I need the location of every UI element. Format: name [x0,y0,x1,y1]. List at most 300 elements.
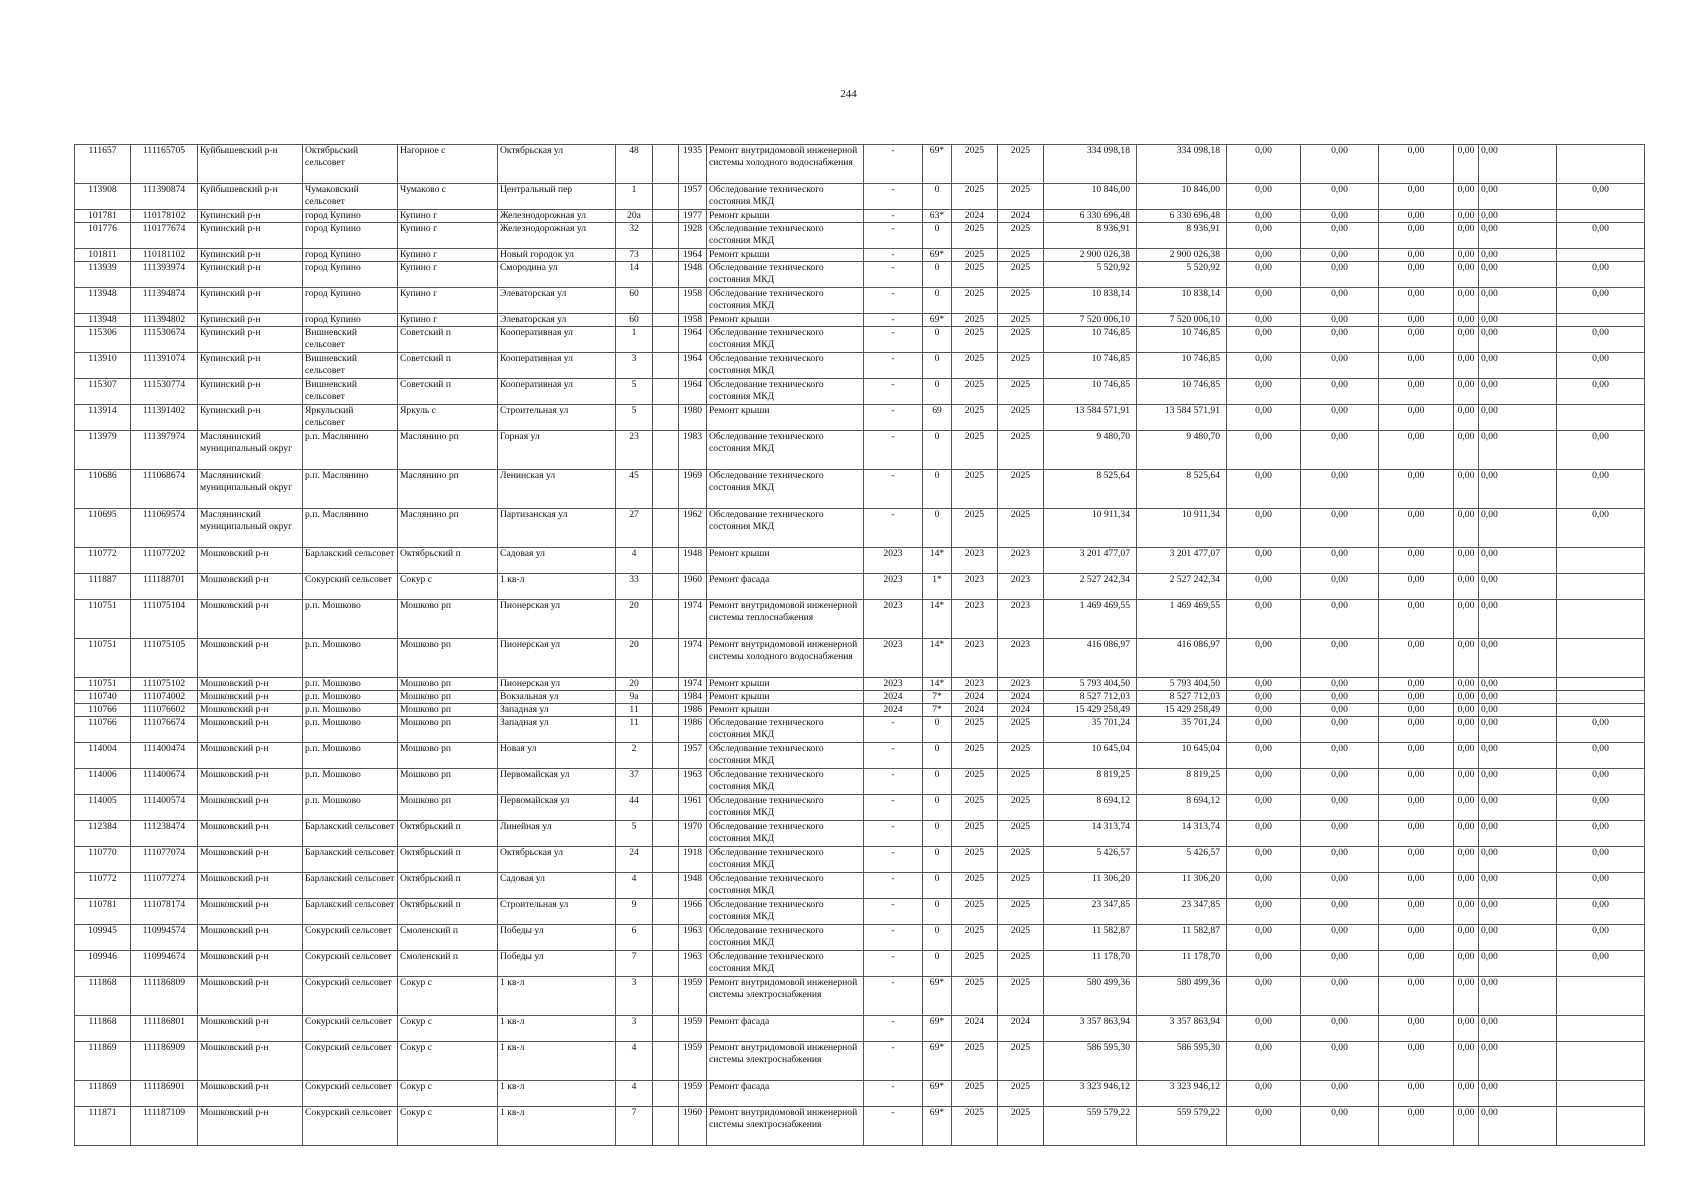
cell-local-budget: 0,00 [1379,1107,1454,1146]
cell-plan-end: 2025 [998,1107,1044,1146]
cell-work-id: 111068674 [131,470,198,509]
cell-prev-year: - [864,821,923,847]
cell-total-cost: 586 595,30 [1044,1042,1137,1081]
cell-year-built: 1986 [679,704,707,717]
cell-extra: 0,00 [1557,873,1645,899]
cell-municipality: р.п. Мошково [303,704,398,717]
cell-district: Маслянинский муниципальный округ [198,431,303,470]
cell-year-built: 1960 [679,574,707,600]
cell-work-type: Ремонт фасада [707,574,864,600]
cell-local-budget: 0,00 [1379,145,1454,184]
cell-house-id: 110781 [75,899,131,925]
cell-plan-end: 2023 [998,600,1044,639]
cell-work-id: 111077274 [131,873,198,899]
cell-year-built: 1958 [679,314,707,327]
cell-owner-funds: 0,00 [1479,977,1557,1016]
cell-house-id: 110770 [75,847,131,873]
cell-settlement: Октябрьский п [398,821,498,847]
cell-street: Садовая ул [498,873,616,899]
cell-regional-budget: 0,00 [1301,951,1379,977]
cell-local-budget: 0,00 [1379,743,1454,769]
cell-building [653,470,679,509]
cell-municipality: Барлакский сельсовет [303,847,398,873]
cell-extra: 0,00 [1557,353,1645,379]
table-row [75,717,1645,743]
cell-house-id: 110740 [75,691,131,704]
cell-regional-fund: 3 201 477,07 [1137,548,1227,574]
cell-work-type: Обследование технического состояния МКД [707,509,864,548]
cell-regional-fund: 6 330 696,48 [1137,210,1227,223]
cell-regional-budget: 0,00 [1301,1042,1379,1081]
cell-house-number: 11 [616,704,653,717]
cell-regional-fund: 8 527 712,03 [1137,691,1227,704]
cell-total-cost: 10 838,14 [1044,288,1137,314]
cell-district: Мошковский р-н [198,574,303,600]
cell-municipality: Барлакский сельсовет [303,548,398,574]
cell-house-id: 113939 [75,262,131,288]
cell-federal-funds: 0,00 [1227,717,1301,743]
cell-total-cost: 3 201 477,07 [1044,548,1137,574]
cell-district: Мошковский р-н [198,691,303,704]
cell-building [653,951,679,977]
cell-building [653,899,679,925]
cell-owner-funds: 0,00 [1479,769,1557,795]
cell-wear: 0 [923,951,952,977]
table-row [75,821,1645,847]
cell-plan-end: 2025 [998,847,1044,873]
cell-work-id: 111391074 [131,353,198,379]
cell-work-type: Обследование технического состояния МКД [707,223,864,249]
cell-local-budget: 0,00 [1379,379,1454,405]
cell-wear: 7* [923,704,952,717]
cell-work-type: Обследование технического состояния МКД [707,821,864,847]
cell-federal-funds: 0,00 [1227,548,1301,574]
cell-work-id: 111186809 [131,977,198,1016]
cell-work-id: 110181102 [131,249,198,262]
cell-total-cost: 1 469 469,55 [1044,600,1137,639]
cell-settlement: Мошково рп [398,704,498,717]
cell-plan-start: 2025 [952,769,998,795]
cell-house-id: 110686 [75,470,131,509]
cell-prev-year: - [864,249,923,262]
cell-settlement: Сокур с [398,574,498,600]
cell-extra: 0,00 [1557,925,1645,951]
cell-street: Вокзальная ул [498,691,616,704]
cell-municipality: город Купино [303,223,398,249]
cell-plan-start: 2025 [952,847,998,873]
cell-regional-budget: 0,00 [1301,977,1379,1016]
cell-extra: 0,00 [1557,899,1645,925]
cell-house-number: 33 [616,574,653,600]
cell-work-id: 111397974 [131,431,198,470]
cell-regional-budget: 0,00 [1301,717,1379,743]
cell-extra [1557,704,1645,717]
cell-plan-start: 2025 [952,379,998,405]
cell-municipality: Сокурский сельсовет [303,1081,398,1107]
cell-work-type: Обследование технического состояния МКД [707,470,864,509]
cell-municipality: Барлакский сельсовет [303,821,398,847]
cell-wear: 0 [923,431,952,470]
cell-prev-year: - [864,509,923,548]
cell-year-built: 1963 [679,925,707,951]
cell-district: Купинский р-н [198,379,303,405]
cell-plan-start: 2025 [952,223,998,249]
cell-house-number: 7 [616,951,653,977]
cell-federal-funds: 0,00 [1227,288,1301,314]
cell-federal-funds: 0,00 [1227,821,1301,847]
cell-wear: 0 [923,509,952,548]
cell-street: Элеваторская ул [498,288,616,314]
cell-extra [1557,691,1645,704]
cell-street: Октябрьская ул [498,145,616,184]
cell-federal-funds: 0,00 [1227,1016,1301,1042]
cell-federal-funds: 0,00 [1227,639,1301,678]
cell-prev-year: - [864,717,923,743]
cell-total-cost: 2 527 242,34 [1044,574,1137,600]
cell-regional-fund: 580 499,36 [1137,977,1227,1016]
cell-owner-funds: 0,00 [1479,899,1557,925]
cell-plan-start: 2025 [952,821,998,847]
cell-plan-end: 2025 [998,899,1044,925]
cell-municipality: р.п. Мошково [303,678,398,691]
cell-wear: 0 [923,379,952,405]
cell-work-type: Ремонт внутридомовой инженерной системы холодного водоснабжения [707,639,864,678]
cell-district: Куйбышевский р-н [198,184,303,210]
cell-wear: 69* [923,1016,952,1042]
cell-district: Мошковский р-н [198,600,303,639]
cell-municipality: Сокурский сельсовет [303,1016,398,1042]
cell-district: Мошковский р-н [198,977,303,1016]
cell-work-type: Обследование технического состояния МКД [707,743,864,769]
cell-regional-fund: 5 520,92 [1137,262,1227,288]
cell-street: Железнодорожная ул [498,223,616,249]
cell-wear: 69* [923,1042,952,1081]
cell-extra: 0,00 [1557,769,1645,795]
cell-owner-funds: 0,00 [1479,327,1557,353]
cell-year-built: 1966 [679,899,707,925]
cell-local-budget: 0,00 [1379,1081,1454,1107]
cell-district: Мошковский р-н [198,717,303,743]
cell-street: Строительная ул [498,899,616,925]
cell-owner-funds: 0,00 [1479,639,1557,678]
cell-federal-funds: 0,00 [1227,145,1301,184]
cell-federal-funds: 0,00 [1227,847,1301,873]
cell-house-id: 115307 [75,379,131,405]
cell-local-budget: 0,00 [1379,574,1454,600]
cell-house-number: 37 [616,769,653,795]
cell-street: 1 кв-л [498,574,616,600]
cell-plan-start: 2025 [952,951,998,977]
cell-house-id: 111887 [75,574,131,600]
cell-municipality: Сокурский сельсовет [303,925,398,951]
cell-settlement: Маслянино рп [398,470,498,509]
cell-prev-year: - [864,1107,923,1146]
table-row [75,249,1645,262]
cell-settlement: Мошково рп [398,717,498,743]
cell-total-cost: 11 582,87 [1044,925,1137,951]
cell-work-type: Ремонт крыши [707,314,864,327]
cell-owner-funds: 0,00 [1479,743,1557,769]
cell-settlement: Октябрьский п [398,899,498,925]
cell-regional-fund: 10 846,00 [1137,184,1227,210]
cell-regional-budget: 0,00 [1301,379,1379,405]
cell-house-number: 45 [616,470,653,509]
cell-extra [1557,600,1645,639]
cell-wear: 0 [923,769,952,795]
cell-settlement: Смоленский п [398,951,498,977]
cell-work-type: Ремонт крыши [707,691,864,704]
cell-regional-budget: 0,00 [1301,145,1379,184]
cell-regional-fund: 10 746,85 [1137,379,1227,405]
cell-municipality: Сокурский сельсовет [303,1107,398,1146]
cell-year-built: 1980 [679,405,707,431]
cell-house-number: 9 [616,899,653,925]
cell-building [653,249,679,262]
cell-owner-funds: 0,00 [1479,704,1557,717]
cell-work-type: Ремонт крыши [707,405,864,431]
cell-prev-year: - [864,184,923,210]
table-row [75,327,1645,353]
cell-prev-year: - [864,210,923,223]
cell-settlement: Яркуль с [398,405,498,431]
cell-work-id: 110178102 [131,210,198,223]
cell-regional-fund: 15 429 258,49 [1137,704,1227,717]
cell-prev-year: 2024 [864,691,923,704]
cell-local-budget: 0,00 [1379,873,1454,899]
cell-plan-end: 2025 [998,743,1044,769]
page-number: 244 [840,88,857,100]
cell-street: Первомайская ул [498,795,616,821]
cell-wear: 69* [923,249,952,262]
cell-district: Мошковский р-н [198,925,303,951]
cell-building [653,639,679,678]
cell-regional-fund: 10 746,85 [1137,353,1227,379]
cell-prev-year: 2023 [864,678,923,691]
cell-total-cost: 8 694,12 [1044,795,1137,821]
cell-regional-fund: 11 178,70 [1137,951,1227,977]
cell-total-cost: 3 357 863,94 [1044,1016,1137,1042]
cell-regional-budget: 0,00 [1301,223,1379,249]
cell-work-id: 110994574 [131,925,198,951]
cell-other-funds: 0,00 [1454,873,1479,899]
cell-plan-end: 2023 [998,639,1044,678]
cell-year-built: 1974 [679,600,707,639]
cell-plan-end: 2025 [998,925,1044,951]
cell-federal-funds: 0,00 [1227,769,1301,795]
cell-extra [1557,548,1645,574]
cell-other-funds: 0,00 [1454,977,1479,1016]
cell-prev-year: 2023 [864,639,923,678]
cell-building [653,1042,679,1081]
cell-house-number: 20 [616,600,653,639]
cell-plan-end: 2025 [998,821,1044,847]
cell-municipality: Сокурский сельсовет [303,977,398,1016]
cell-house-number: 4 [616,873,653,899]
cell-street: Победы ул [498,951,616,977]
cell-other-funds: 0,00 [1454,145,1479,184]
cell-plan-start: 2025 [952,431,998,470]
cell-federal-funds: 0,00 [1227,405,1301,431]
cell-other-funds: 0,00 [1454,353,1479,379]
cell-building [653,717,679,743]
table-row [75,925,1645,951]
cell-work-id: 111077074 [131,847,198,873]
cell-year-built: 1964 [679,379,707,405]
cell-other-funds: 0,00 [1454,509,1479,548]
cell-building [653,769,679,795]
cell-wear: 0 [923,795,952,821]
cell-work-type: Ремонт фасада [707,1016,864,1042]
cell-municipality: Чумаковский сельсовет [303,184,398,210]
cell-municipality: р.п. Мошково [303,639,398,678]
cell-work-id: 111394874 [131,288,198,314]
cell-work-id: 111187109 [131,1107,198,1146]
cell-owner-funds: 0,00 [1479,509,1557,548]
cell-plan-start: 2025 [952,1107,998,1146]
cell-house-id: 110751 [75,600,131,639]
cell-settlement: Мошково рп [398,639,498,678]
cell-federal-funds: 0,00 [1227,431,1301,470]
cell-building [653,574,679,600]
cell-district: Купинский р-н [198,249,303,262]
cell-street: Кооперативная ул [498,353,616,379]
cell-district: Мошковский р-н [198,1016,303,1042]
cell-building [653,431,679,470]
cell-street: Кооперативная ул [498,379,616,405]
cell-total-cost: 8 819,25 [1044,769,1137,795]
cell-extra: 0,00 [1557,262,1645,288]
cell-federal-funds: 0,00 [1227,678,1301,691]
cell-work-id: 111400574 [131,795,198,821]
cell-owner-funds: 0,00 [1479,223,1557,249]
cell-wear: 0 [923,717,952,743]
cell-work-id: 111238474 [131,821,198,847]
cell-street: Первомайская ул [498,769,616,795]
cell-owner-funds: 0,00 [1479,405,1557,431]
cell-plan-end: 2025 [998,1042,1044,1081]
cell-work-type: Обследование технического состояния МКД [707,379,864,405]
cell-house-number: 20 [616,639,653,678]
cell-local-budget: 0,00 [1379,704,1454,717]
cell-work-type: Ремонт внутридомовой инженерной системы теплоснабжения [707,600,864,639]
cell-prev-year: - [864,314,923,327]
cell-owner-funds: 0,00 [1479,288,1557,314]
cell-other-funds: 0,00 [1454,821,1479,847]
cell-prev-year: - [864,977,923,1016]
cell-year-built: 1969 [679,470,707,509]
cell-federal-funds: 0,00 [1227,262,1301,288]
cell-plan-end: 2023 [998,574,1044,600]
cell-municipality: р.п. Маслянино [303,509,398,548]
cell-total-cost: 14 313,74 [1044,821,1137,847]
cell-plan-end: 2025 [998,431,1044,470]
cell-year-built: 1974 [679,678,707,691]
cell-local-budget: 0,00 [1379,1042,1454,1081]
cell-local-budget: 0,00 [1379,925,1454,951]
cell-plan-start: 2025 [952,405,998,431]
cell-district: Купинский р-н [198,353,303,379]
cell-wear: 69* [923,1107,952,1146]
cell-other-funds: 0,00 [1454,691,1479,704]
cell-extra [1557,639,1645,678]
cell-extra: 0,00 [1557,509,1645,548]
cell-district: Мошковский р-н [198,873,303,899]
cell-building [653,1016,679,1042]
cell-local-budget: 0,00 [1379,639,1454,678]
cell-house-id: 111868 [75,1016,131,1042]
cell-year-built: 1963 [679,951,707,977]
cell-street: Партизанская ул [498,509,616,548]
cell-district: Мошковский р-н [198,1042,303,1081]
cell-wear: 69 [923,405,952,431]
cell-street: Строительная ул [498,405,616,431]
cell-year-built: 1959 [679,1081,707,1107]
cell-plan-end: 2025 [998,405,1044,431]
cell-total-cost: 5 520,92 [1044,262,1137,288]
cell-building [653,262,679,288]
cell-plan-end: 2025 [998,184,1044,210]
cell-plan-start: 2025 [952,327,998,353]
cell-year-built: 1964 [679,249,707,262]
table-row [75,379,1645,405]
cell-house-id: 110772 [75,873,131,899]
cell-work-type: Обследование технического состояния МКД [707,847,864,873]
cell-local-budget: 0,00 [1379,405,1454,431]
cell-regional-budget: 0,00 [1301,704,1379,717]
cell-local-budget: 0,00 [1379,769,1454,795]
table-row [75,899,1645,925]
cell-plan-end: 2025 [998,977,1044,1016]
cell-plan-start: 2024 [952,691,998,704]
cell-work-id: 111075104 [131,600,198,639]
cell-other-funds: 0,00 [1454,314,1479,327]
cell-owner-funds: 0,00 [1479,717,1557,743]
cell-house-number: 14 [616,262,653,288]
cell-extra: 0,00 [1557,184,1645,210]
cell-work-type: Ремонт внутридомовой инженерной системы холодного водоснабжения [707,145,864,184]
cell-extra [1557,1042,1645,1081]
cell-plan-end: 2025 [998,249,1044,262]
cell-work-id: 111074002 [131,691,198,704]
cell-building [653,1107,679,1146]
cell-plan-start: 2025 [952,899,998,925]
cell-work-id: 111186909 [131,1042,198,1081]
cell-work-id: 111075102 [131,678,198,691]
cell-owner-funds: 0,00 [1479,145,1557,184]
cell-house-number: 2 [616,743,653,769]
cell-house-number: 4 [616,1042,653,1081]
cell-plan-end: 2025 [998,223,1044,249]
cell-settlement: Смоленский п [398,925,498,951]
cell-total-cost: 8 525,64 [1044,470,1137,509]
cell-extra [1557,249,1645,262]
cell-work-type: Обследование технического состояния МКД [707,717,864,743]
cell-federal-funds: 0,00 [1227,743,1301,769]
cell-owner-funds: 0,00 [1479,691,1557,704]
cell-work-id: 111075105 [131,639,198,678]
cell-street: Смородина ул [498,262,616,288]
cell-house-number: 44 [616,795,653,821]
cell-settlement: Купино г [398,223,498,249]
cell-plan-start: 2025 [952,470,998,509]
cell-house-id: 113948 [75,288,131,314]
cell-prev-year: - [864,379,923,405]
cell-plan-start: 2025 [952,717,998,743]
cell-local-budget: 0,00 [1379,223,1454,249]
cell-extra: 0,00 [1557,431,1645,470]
table-row [75,795,1645,821]
cell-plan-end: 2024 [998,1016,1044,1042]
